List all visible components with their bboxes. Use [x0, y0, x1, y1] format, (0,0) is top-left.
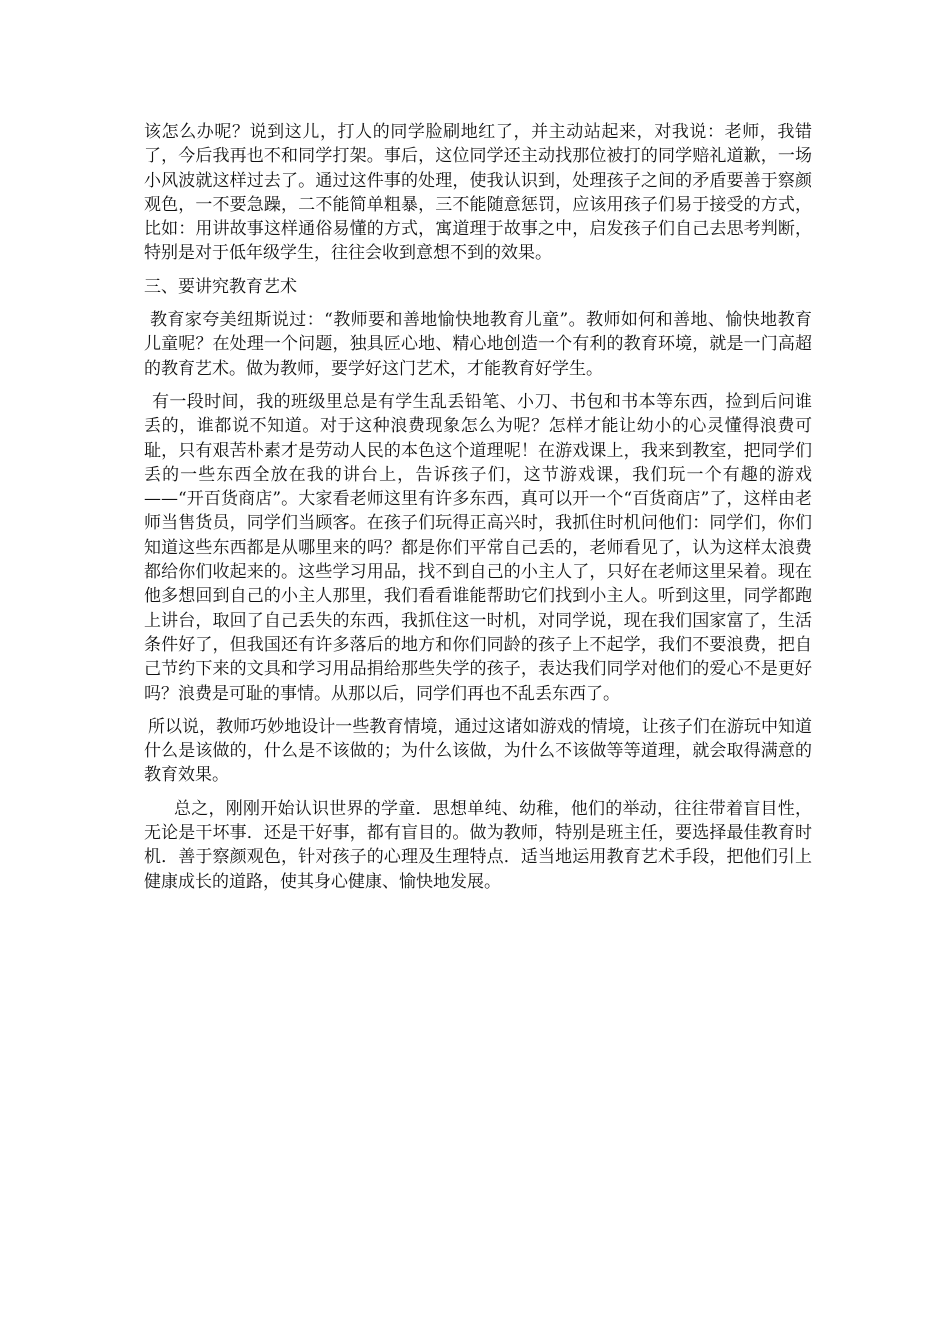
- paragraph-teaching-situations: 所以说，教师巧妙地设计一些教育情境，通过这诸如游戏的情境，让孩子们在游玩中知道什么是该做的，什么是不该做的；为什么该做，为什么不该做等等道理，就会取得满意的教育效果。: [144, 716, 812, 786]
- paragraph-conflict-resolution: 该怎么办呢？说到这儿，打人的同学脸刷地红了，并主动站起来，对我说：老师，我错了，今后我再也不和同学打架。事后，这位同学还主动找那位被打的同学赔礼道歉，一场小风波就这样过去了。通过这件事的处理，使我认识到，处理孩子之间的矛盾要善于察颜观色，一不要急躁，二不能简单粗暴，三不能随意惩罚，应该用孩子们易于接受的方式，比如：用讲故事这样通俗易懂的方式，寓道理于故事之中，启发孩子们自己去思考判断，特别是对于低年级学生，往往会收到意想不到的效果。: [144, 122, 812, 264]
- paragraph-conclusion: 总之，刚刚开始认识世界的学童．思想单纯、幼稚，他们的举动，往往带着盲目性，无论是干坏事．还是干好事，都有盲目的。做为教师，特别是班主任，要选择最佳教育时机．善于察颜观色，针对孩子的心理及生理特点．适当地运用教育艺术手段，把他们引上健康成长的道路，使其身心健康、愉快地发展。: [144, 798, 812, 892]
- section-heading: 三、要讲究教育艺术: [144, 276, 297, 297]
- paragraph-comenius-quote: 教育家夸美纽斯说过：“教师要和善地愉快地教育儿童”。教师如何和善地、愉快地教育儿童呢？在处理一个问题，独具匠心地、精心地创造一个有利的教育环境，就是一门高超的教育艺术。做为教师，要学好这门艺术，才能教育好学生。: [144, 310, 812, 379]
- document-body: [144, 120, 812, 894]
- paragraph-department-store-game: 有一段时间，我的班级里总是有学生乱丢铅笔、小刀、书包和书本等东西，捡到后问谁丢的，谁都说不知道。对于这种浪费现象怎么为呢？怎样才能让幼小的心灵懂得浪费可耻，只有艰苦朴素才是劳动人民的本色这个道理呢！在游戏课上，我来到教室，把同学们丢的一些东西全放在我的讲台上，告诉孩子们，这节游戏课，我们玩一个有趣的游戏——“开百货商店”。大家看老师这里有许多东西，真可以开一个“百货商店”了，这样由老师当售货员，同学们当顾客。在孩子们玩得正高兴时，我抓住时机问他们：同学们，你们知道这些东西都是从哪里来的吗？都是你们平常自己丢的，老师看见了，认为这样太浪费都给你们收起来的。这些学习用品，找不到自己的小主人了，只好在老师这里呆着。现在他多想回到自己的小主人那里，我们看看谁能帮助它们找到小主人。听到这里，同学都跑上讲台，取回了自己丢失的东西，我抓住这一时机，对同学说，现在我们国家富了，生活条件好了，但我国还有许多落后的地方和你们同龄的孩子上不起学，我们不要浪费，把自己节约下来的文具和学习用品捐给那些失学的孩子，表达我们同学对他们的爱心不是更好吗？浪费是可耻的事情。从那以后，同学们再也不乱丢东西了。: [144, 391, 812, 704]
